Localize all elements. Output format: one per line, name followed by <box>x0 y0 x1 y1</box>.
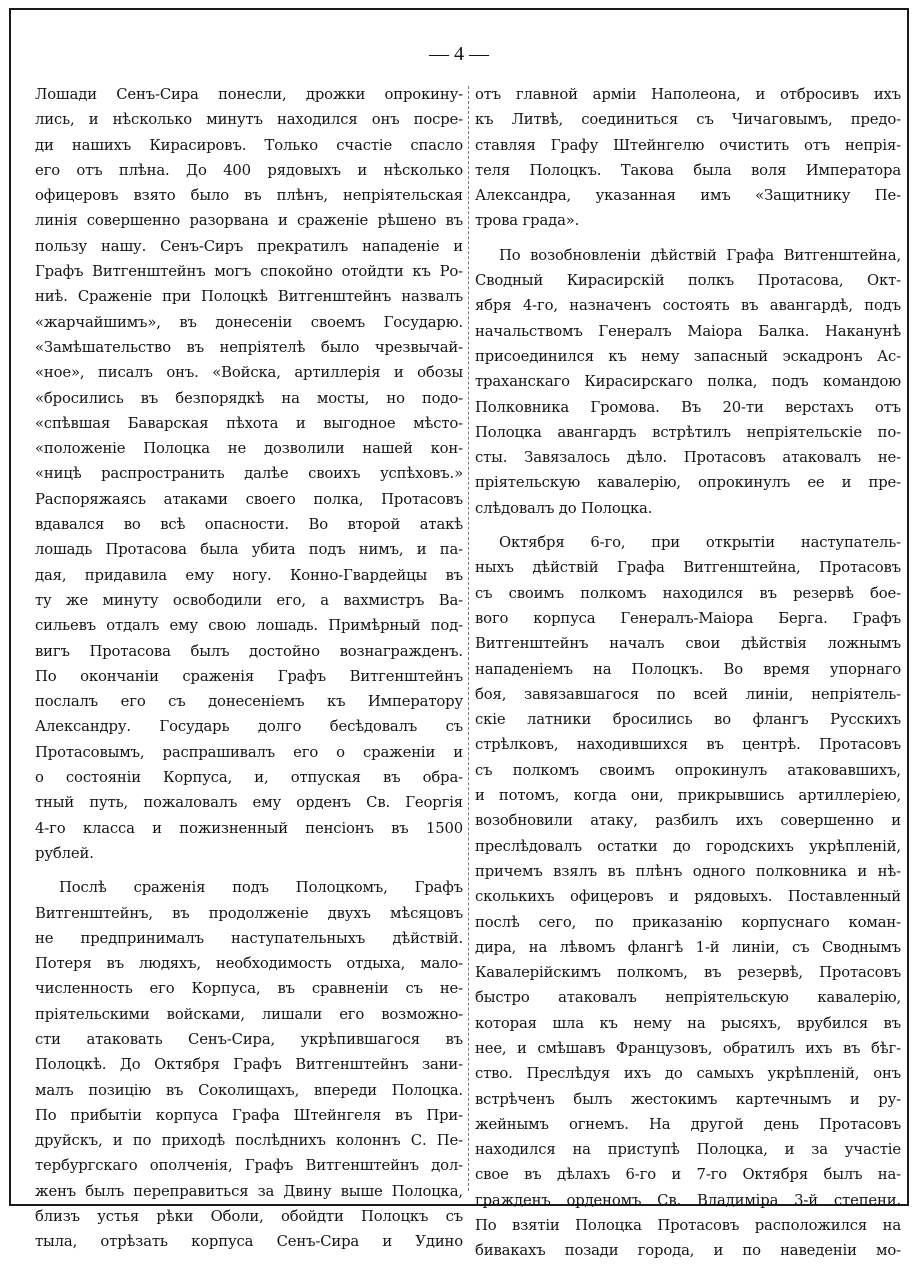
text-line: По взятіи Полоцка Протасовъ расположился на <box>475 1217 901 1235</box>
text-line: лись, и нѣсколько минутъ находился онъ посре- <box>35 111 463 129</box>
text-line: жейнымъ огнемъ. На другой день Протасовъ <box>475 1115 901 1133</box>
text-line: которая шла къ нему на рысяхъ, врубился въ <box>475 1014 901 1032</box>
text-line: боя, завязавшагося по всей линіи, непріятель- <box>475 685 901 703</box>
text-line: отъ главной арміи Наполеона, и отбросивъ ихъ <box>475 86 901 103</box>
text-line: По возобновленіи дѣйствій Графа Витгенштейна, <box>499 246 901 264</box>
text-line: и потомъ, когда они, прикрывшись артиллеріею, <box>475 787 901 805</box>
text-line: бивакахъ позади города, и по наведеніи мо- <box>475 1242 901 1260</box>
text-line: къ Литвѣ, соединиться съ Чичаговымъ, предо- <box>475 111 901 129</box>
text-line: Потеря въ людяхъ, необходимость отдыха, мало- <box>35 955 463 973</box>
text-line: сильевъ отдалъ ему свою лошадь. Примѣрный под- <box>35 617 463 635</box>
text-line: присоединился къ нему запасный эскадронъ Ас- <box>475 347 901 365</box>
text-line: офицеровъ взято было въ плѣнъ, непріятельская <box>35 187 463 205</box>
text-line: возобновили атаку, разбилъ ихъ совершенно и <box>475 812 901 830</box>
text-line: ныхъ дѣйствій Графа Витгенштейна, Протасовъ <box>475 559 901 577</box>
text-line: траханскаго Кирасирскаго полка, подъ командою <box>475 373 901 391</box>
paragraph-4 <box>475 243 901 521</box>
text-line: Графъ Витгенштейнъ могъ спокойно отойдти къ Ро- <box>35 263 463 281</box>
text-line: дира, на лѣвомъ флангѣ 1-й линіи, съ Своднымъ <box>475 938 901 956</box>
text-line: Александру. Государь долго бесѣдовалъ съ <box>35 718 463 736</box>
text-line: съ полкомъ своимъ опрокинулъ атаковавшихъ, <box>475 761 901 779</box>
text-line: «спѣвшая Баварская пѣхота и выгодное мѣсто- <box>35 414 463 432</box>
text-line: Послѣ сраженія подъ Полоцкомъ, Графъ <box>59 879 463 897</box>
text-line: не предпринималъ наступательныхъ дѣйствій. <box>35 929 463 947</box>
text-line: съ своимъ полкомъ находился въ резервѣ бое- <box>475 584 901 602</box>
text-line: гражденъ орденомъ Св. Владиміра 3-й степени. <box>475 1191 901 1209</box>
text-line: тербургскаго ополченія, Графъ Витгенштейнъ дол- <box>35 1157 463 1175</box>
text-line: послалъ его съ донесеніемъ къ Императору <box>35 693 463 711</box>
text-line: «ницѣ распространить далѣе своихъ успѣховъ.» <box>35 465 463 483</box>
text-line: рублей. <box>35 844 94 862</box>
text-line: скіе латники бросились во флангъ Русскихъ <box>475 711 901 729</box>
text-line: лошадь Протасова была убита подъ нимъ, и па- <box>35 541 463 559</box>
text-line: послѣ сего, по приказанію корпуснаго коман- <box>475 913 901 931</box>
text-line: Александра, указанная имъ «Защитнику Пе- <box>475 187 901 205</box>
book-page <box>9 8 909 1260</box>
text-line: «жарчайшимъ», въ донесеніи своемъ Государю. <box>35 313 463 331</box>
text-line: находился на приступѣ Полоцка, и за участіе <box>475 1141 901 1159</box>
left-column <box>35 82 463 1255</box>
text-line: Октября 6-го, при открытіи наступатель- <box>499 534 901 552</box>
text-line: дая, придавила ему ногу. Конно-Гвардейцы въ <box>35 566 463 584</box>
text-line: о состояніи Корпуса, и, отпуская въ обра- <box>35 769 463 787</box>
text-line: вигъ Протасова былъ достойно вознагражденъ. <box>35 642 463 660</box>
text-line: Кавалерійскимъ полкомъ, въ резервѣ, Протасовъ <box>475 964 901 982</box>
paragraph-gap <box>475 521 901 530</box>
text-line: «ное», писалъ онъ. «Войска, артиллерія и обозы <box>35 364 463 382</box>
text-line: пріятельскую кавалерію, опрокинулъ ее и пре- <box>475 474 901 492</box>
text-line: Лошади Сенъ-Сира понесли, дрожки опрокину- <box>35 86 463 103</box>
text-line: ставляя Графу Штейнгелю очистить отъ непрія- <box>475 136 901 154</box>
text-line: ту же минуту освободили его, а вахмистръ Ва- <box>35 591 463 609</box>
text-line: сти атаковать Сенъ-Сира, укрѣпившагося въ <box>35 1030 463 1048</box>
text-line: Витгенштейнъ, въ продолженіе двухъ мѣсяцовъ <box>35 904 463 922</box>
text-line: его отъ плѣна. До 400 рядовыхъ и нѣсколько <box>35 161 463 179</box>
text-line: линія совершенно разорвана и сраженіе рѣшено въ <box>35 212 463 230</box>
text-line: свое въ дѣлахъ 6-го и 7-го Октября былъ на- <box>475 1166 901 1184</box>
text-line: начальствомъ Генералъ Маіора Балка. Наканунѣ <box>475 322 901 340</box>
text-line: встрѣченъ былъ жестокимъ картечнымъ и ру- <box>475 1090 901 1108</box>
text-line: Полковника Громова. Въ 20-ти верстахъ отъ <box>475 398 901 416</box>
text-line: пріятельскими войсками, лишали его возможно- <box>35 1005 463 1023</box>
column-divider <box>468 86 469 1191</box>
text-line: женъ былъ переправиться за Двину выше Полоцка, <box>35 1182 463 1200</box>
text-line: «Замѣшательство въ непріятелѣ было чрезвычай- <box>35 338 463 356</box>
text-line: Сводный Кирасирскій полкъ Протасова, Окт- <box>475 272 901 290</box>
paragraph-gap <box>35 866 463 875</box>
text-line: По прибытіи корпуса Графа Штейнгеля въ При- <box>35 1106 463 1124</box>
text-line: сты. Завязалось дѣло. Протасовъ атаковалъ не- <box>475 449 901 467</box>
text-line: вдавался во всѣ опасности. Во второй атакѣ <box>35 516 463 534</box>
right-column <box>475 82 901 1264</box>
text-line: вого корпуса Генералъ-Маіора Берга. Графъ <box>475 609 901 627</box>
text-line: численность его Корпуса, въ сравненіи съ не- <box>35 980 463 998</box>
text-line: слѣдовалъ до Полоцка. <box>475 499 653 517</box>
text-line: «положеніе Полоцка не дозволили нашей кон- <box>35 440 463 458</box>
text-line: причемъ взялъ въ плѣнъ одного полковника и нѣ- <box>475 862 901 880</box>
text-line: ниѣ. Сраженіе при Полоцкѣ Витгенштейнъ назвалъ <box>35 288 463 306</box>
text-line: «бросились въ безпорядкѣ на мосты, но подо- <box>35 389 463 407</box>
text-line: Полоцкѣ. До Октября Графъ Витгенштейнъ зани- <box>35 1056 463 1074</box>
text-line: ство. Преслѣдуя ихъ до самыхъ укрѣпленій, онъ <box>475 1065 901 1083</box>
paragraph-3 <box>475 82 901 234</box>
text-line: Распоряжаясь атаками своего полка, Протасовъ <box>35 490 463 508</box>
text-line: преслѣдовалъ остатки до городскихъ укрѣпленій, <box>475 837 901 855</box>
text-line: малъ позицію въ Соколищахъ, впереди Полоцка. <box>35 1081 463 1099</box>
text-line: тный путь, пожаловалъ ему орденъ Св. Георгія <box>35 794 463 812</box>
text-line: Полоцка авангардъ встрѣтилъ непріятельскіе по- <box>475 423 901 441</box>
text-line: Протасовымъ, распрашивалъ его о сраженіи и <box>35 743 463 761</box>
text-line: близъ устья рѣки Оболи, обойдти Полоцкъ съ <box>35 1208 463 1226</box>
paragraph-5 <box>475 530 901 1264</box>
text-line: тыла, отрѣзать корпуса Сенъ-Сира и Удино <box>35 1233 463 1251</box>
text-line: сколькихъ офицеровъ и рядовыхъ. Поставленный <box>475 888 901 906</box>
text-line: ди нашихъ Кирасировъ. Только счастіе спасло <box>35 136 463 154</box>
text-line: пользу нашу. Сенъ-Сиръ прекратилъ нападеніе и <box>35 237 463 255</box>
text-line: Витгенштейнъ началъ свои дѣйствія ложнымъ <box>475 635 901 653</box>
text-line: быстро атаковалъ непріятельскую кавалерію, <box>475 989 901 1007</box>
paragraph-2 <box>35 875 463 1254</box>
paragraph-1 <box>35 82 463 866</box>
page-number: — 4 — <box>429 43 489 65</box>
text-line: нее, и смѣшавъ Французовъ, обратилъ ихъ въ бѣг- <box>475 1039 901 1057</box>
paragraph-gap <box>475 234 901 243</box>
text-line: нападеніемъ на Полоцкъ. Во время упорнаго <box>475 660 901 678</box>
text-line: теля Полоцкъ. Такова была воля Императора <box>475 161 901 179</box>
text-line: стрѣлковъ, находившихся въ центрѣ. Протасовъ <box>475 736 901 754</box>
text-line: ября 4-го, назначенъ состоять въ авангардѣ, подъ <box>475 297 901 315</box>
text-line: 4-го класса и пожизненный пенсіонъ въ 1500 <box>35 819 463 837</box>
text-line: друйскъ, и по приходѣ послѣднихъ колоннъ С. Пе- <box>35 1132 463 1150</box>
text-line: По окончаніи сраженія Графъ Витгенштейнъ <box>35 667 463 685</box>
text-line: трова града». <box>475 212 580 230</box>
